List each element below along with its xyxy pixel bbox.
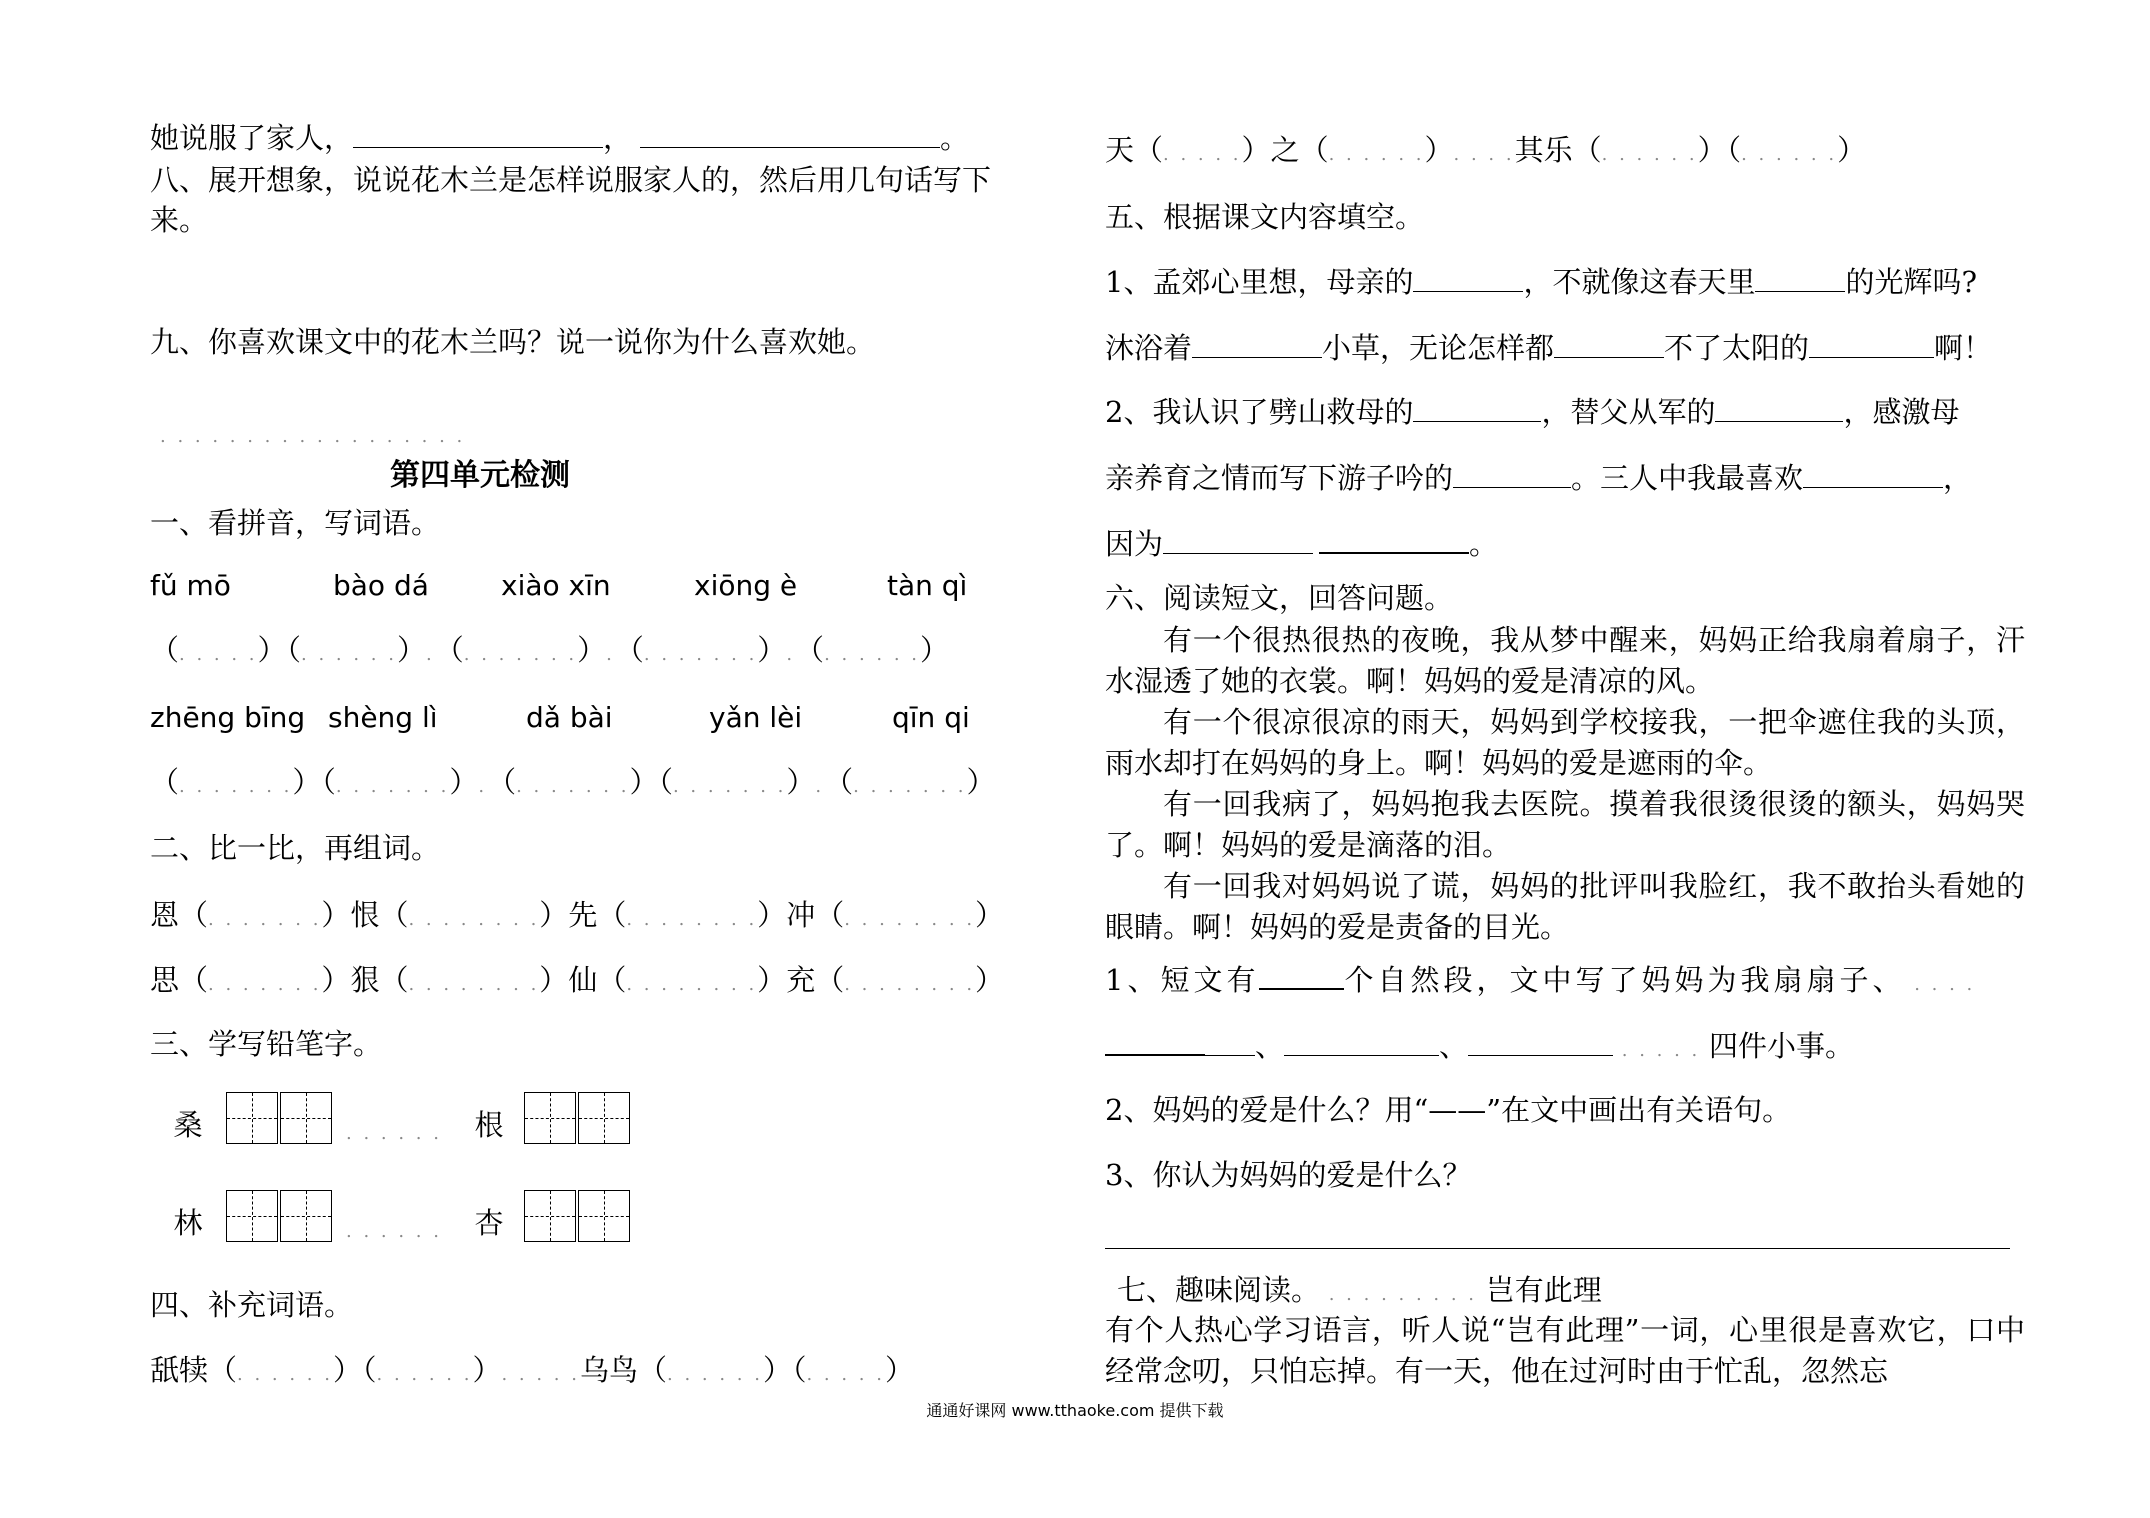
section4-title: 四、补充词语。 <box>150 1288 354 1322</box>
pencil-row-1: 桑 . . . . . . 根 <box>150 1092 632 1144</box>
pencil-row-2: 林 . . . . . . 杏 <box>150 1190 632 1242</box>
fill-1a: 1、孟郊心里想，母亲的 ，不就像这春天里 的光辉吗? <box>1105 265 1978 299</box>
blank <box>1554 329 1664 358</box>
tianzige-box <box>524 1190 576 1242</box>
blank <box>1803 459 1943 488</box>
unit-title: 第四单元检测 <box>390 458 570 493</box>
compare-row-2: 思（. . . . . . .）狠（. . . . . . . .）仙（. . . . . . . .）充（. . . . . . . .） <box>150 963 1005 997</box>
fill-2c: 因为 。 <box>1105 524 1498 564</box>
pencil-char-1: 桑 <box>173 1108 203 1142</box>
question-3: 3、你认为妈妈的爱是什么？ <box>1105 1158 1472 1192</box>
pinyin-10: qīn qi <box>892 701 970 734</box>
tianzige-box <box>226 1092 278 1144</box>
compare-row-1: 恩（. . . . . . .）恨（. . . . . . . .）先（. . . . . . . .）冲（. . . . . . . .） <box>150 898 1005 932</box>
blank <box>1413 393 1541 422</box>
blank <box>640 119 940 148</box>
story-title: 岂有此理 <box>1485 1273 1602 1307</box>
q9: 九、你喜欢课文中的花木兰吗？说一说你为什么喜欢她。 <box>150 325 876 359</box>
pinyin-5: tàn qì <box>887 569 968 602</box>
blank <box>1715 393 1843 422</box>
section2-title: 二、比一比，再组词。 <box>150 831 441 865</box>
blank <box>1453 459 1571 488</box>
blank <box>1259 960 1344 990</box>
section7-header: 七、趣味阅读。 . . . . . . . . . 岂有此理 <box>1117 1273 1602 1307</box>
compare-char: 充 <box>786 963 816 997</box>
mulan-persuade-line: 她说服了家人， ， 。 <box>150 121 970 155</box>
tianzige-box <box>524 1092 576 1144</box>
tianzige-box <box>578 1092 630 1144</box>
tianzige-box <box>578 1190 630 1242</box>
story-text: 有个人热心学习语言，听人说“岂有此理”一词，心里很是喜欢它，口中经常念叨，只怕忘掉。有一天，他在过河时由于忙乱，忽然忘 <box>1105 1313 2025 1388</box>
dot-leader: . . . . . . . . . . . . . . . . . . <box>160 426 466 447</box>
fill-1b: 沐浴着 小草，无论怎样都 不了太阳的 啊！ <box>1105 331 1993 365</box>
blank <box>1284 1027 1439 1056</box>
compare-char: 先 <box>568 898 598 932</box>
reading-paragraph-4: 有一回我对妈妈说了谎，妈妈的批评叫我脸红，我不敢抬头看她的眼睛。啊！妈妈的爱是责备的目光。 <box>1105 869 2025 944</box>
compare-char: 狠 <box>350 963 380 997</box>
answer-line <box>1105 1248 2010 1249</box>
compare-char: 仙 <box>568 963 598 997</box>
pinyin-9: yǎn lèi <box>709 701 803 734</box>
section6-title: 六、阅读短文，回答问题。 <box>1105 581 1454 615</box>
pinyin-7: shèng lì <box>328 701 438 734</box>
tianzige-box <box>280 1190 332 1242</box>
fill-2b: 亲养育之情而写下游子吟的 。三人中我最喜欢 ， <box>1105 461 1973 495</box>
q8-line1: 八、展开想象，说说花木兰是怎样说服家人的，然后用几句话写下 <box>150 163 992 197</box>
reading-paragraph-1: 有一个很热很热的夜晚，我从梦中醒来，妈妈正给我扇着扇子，汗水湿透了她的衣裳。啊！妈妈的爱是清凉的风。 <box>1105 623 2025 698</box>
answer-brackets-row-1: （. . . . .）（. . . . . .）.（. . . . . . .）.（. . . . . . .）.（. . . . . .） <box>150 633 950 667</box>
pinyin-8: dǎ bài <box>526 701 613 734</box>
blank <box>1163 525 1313 554</box>
pencil-char-4: 杏 <box>474 1206 504 1240</box>
question-2: 2、妈妈的爱是什么？用“——”在文中画出有关语句。 <box>1105 1093 1792 1127</box>
pencil-char-2: 根 <box>474 1108 504 1142</box>
supplement-line: 舐犊（. . . . . .）（. . . . . .）. . . . .乌鸟（. . . . . .）（. . . . .） <box>150 1353 914 1387</box>
fill-2a: 2、我认识了劈山救母的 ，替父从军的 ，感激母 <box>1105 395 1960 429</box>
left-column <box>150 0 1070 1518</box>
section7-title: 七、趣味阅读。 <box>1117 1273 1321 1307</box>
blank <box>1468 1027 1613 1056</box>
tianzige-box <box>226 1190 278 1242</box>
blank <box>1319 524 1469 554</box>
question-1a: 1、短文有 个自然段，文中写了妈妈为我扇扇子、 . . . . <box>1105 960 1975 1005</box>
pinyin-row-2 <box>150 698 988 738</box>
question-1b: 、 、 . . . . . 四件小事。 <box>1105 1026 1854 1071</box>
section1-title: 一、看拼音，写词语。 <box>150 506 441 540</box>
tianzige-box <box>280 1092 332 1144</box>
compare-char: 恨 <box>350 898 380 932</box>
pinyin-3: xiào xīn <box>501 569 611 602</box>
blank <box>1192 329 1322 358</box>
compare-char: 思 <box>150 963 180 997</box>
pinyin-row-1 <box>150 566 985 606</box>
blank <box>1205 1027 1255 1056</box>
idiom-line: 天（. . . . .）之（. . . . . .）. . . .其乐（. . . . . .）（. . . . . .） <box>1105 133 1867 167</box>
section3-title: 三、学写铅笔字。 <box>150 1027 383 1061</box>
pinyin-2: bào dá <box>333 569 429 602</box>
answer-brackets-row-2: （. . . . . . .）（. . . . . . .）.（. . . . . . .）（. . . . . . .）.（. . . . . . .） <box>150 765 996 799</box>
reading-paragraph-3: 有一回我病了，妈妈抱我去医院。摸着我很烫很烫的额头，妈妈哭了。啊！妈妈的爱是滴落的泪。 <box>1105 787 2025 862</box>
pinyin-1: fǔ mō <box>150 569 231 602</box>
footer-source: 通通好课网 www.tthaoke.com 提供下载 <box>926 1401 1224 1420</box>
pinyin-4: xiōng è <box>694 569 798 602</box>
blank <box>1755 263 1845 292</box>
blank <box>1105 1026 1205 1056</box>
pinyin-6: zhēng bīng <box>150 701 306 734</box>
section5-title: 五、根据课文内容填空。 <box>1105 200 1425 234</box>
compare-char: 冲 <box>786 898 816 932</box>
blank <box>1413 263 1523 292</box>
pencil-char-3: 林 <box>173 1206 203 1240</box>
reading-paragraph-2: 有一个很凉很凉的雨天，妈妈到学校接我，一把伞遮住我的头顶，雨水却打在妈妈的身上。啊！妈妈的爱是遮雨的伞。 <box>1105 705 2025 780</box>
blank <box>353 119 603 148</box>
right-column <box>1105 0 2025 1518</box>
compare-char: 恩 <box>150 898 180 932</box>
blank <box>1809 329 1934 358</box>
q8-line2: 来。 <box>150 203 209 237</box>
